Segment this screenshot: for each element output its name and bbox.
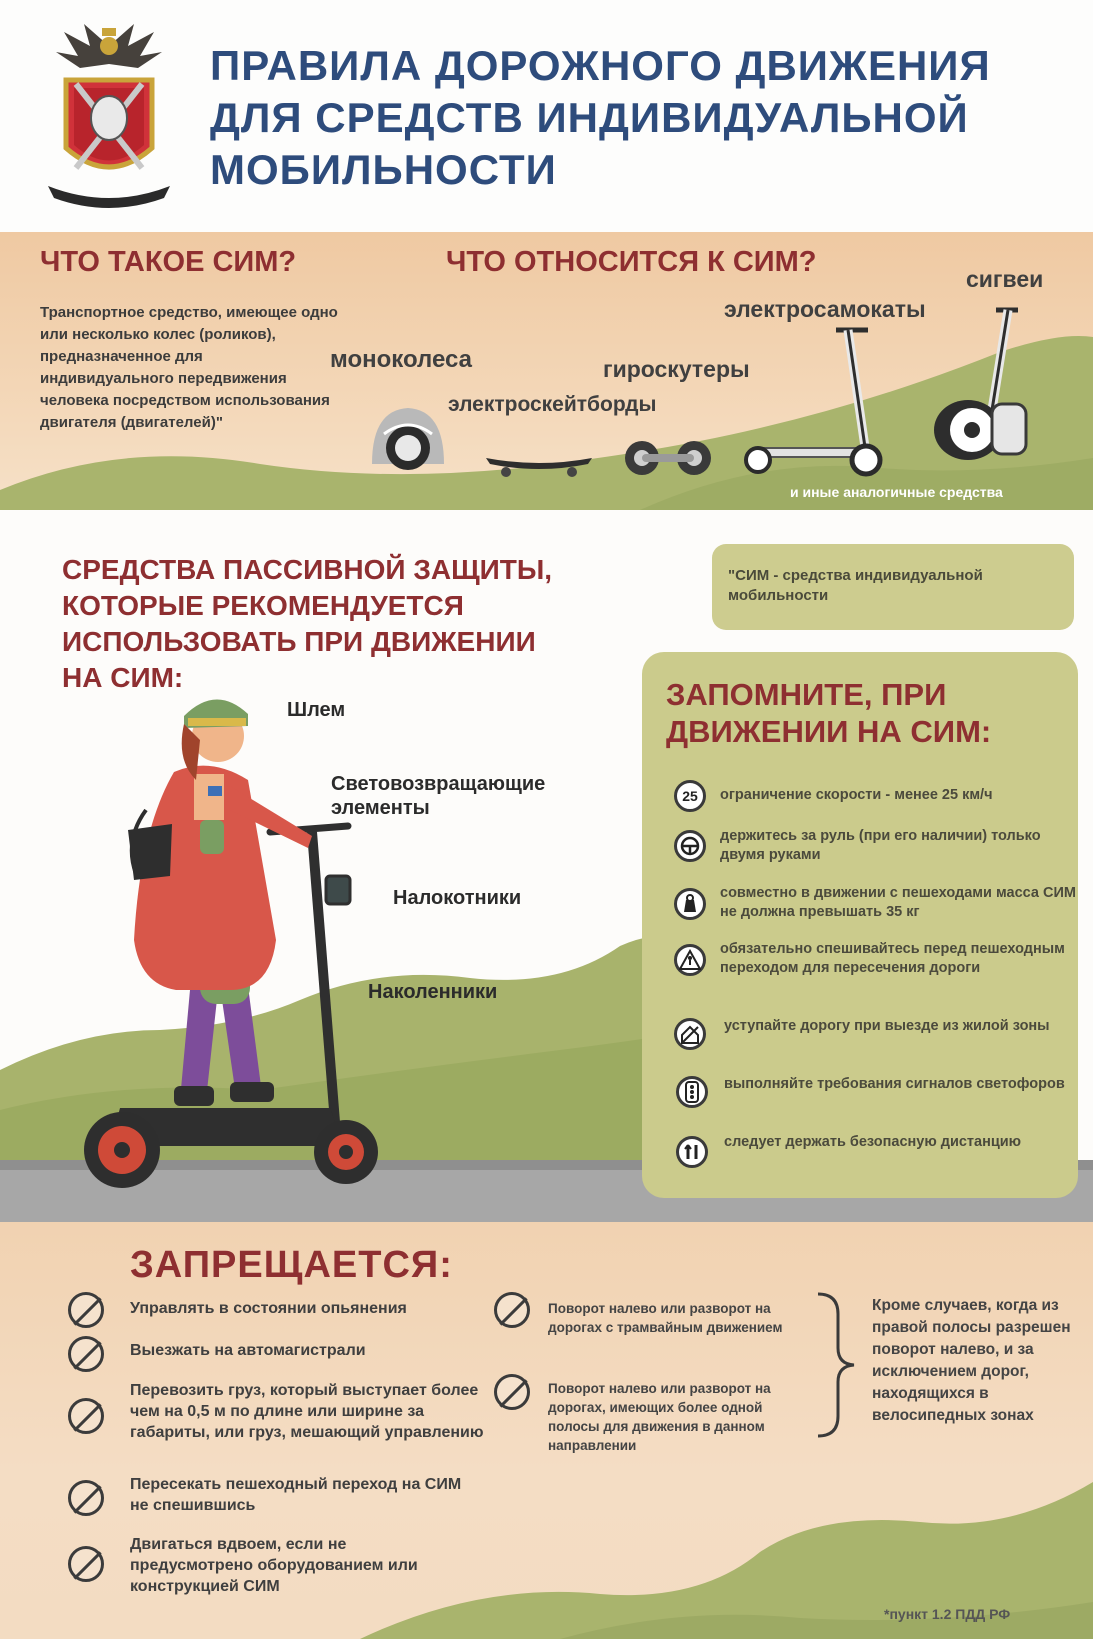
forbidden-title: ЗАПРЕЩАЕТСЯ: [130,1244,453,1286]
weight-icon [674,888,706,920]
monowheel-icon [366,404,450,472]
no-riding-crossing-icon [68,1480,104,1516]
police-emblem-icon [44,18,174,208]
rule-text-5: уступайте дорогу при выезде из жилой зоны [724,1018,1050,1034]
rule-text-1: ограничение скорости - менее 25 км/ч [720,787,993,803]
what-belongs-heading: ЧТО ОТНОСИТСЯ К СИМ? [446,246,817,278]
vehicle-label-escooter: электросамокаты [724,296,926,322]
rule-text-2: держитесь за руль (при его наличии) только двумя руками [720,828,1041,863]
source-note: *пункт 1.2 ПДД РФ [884,1606,1011,1622]
no-highway-icon [68,1336,104,1372]
vehicle-label-gyroscooter: гироскутеры [603,356,750,382]
forbidden-item-6: Поворот налево или разворот на дорогах с трамвайным движением [548,1301,783,1335]
remember-title-line-2: ДВИЖЕНИИ НА СИМ: [666,714,992,749]
protection-item-elbow-pads: Налокотники [393,887,522,909]
no-alcohol-icon [68,1292,104,1328]
rule-text-3: совместно в движении с пешеходами масса СИМ не должна превышать 35 кг [720,885,1076,920]
passive-title-line-4: НА СИМ: [62,662,184,693]
steering-wheel-icon [674,830,706,862]
forbidden-item-3: Перевозить груз, который выступает более чем на 0,5 м по длине или ширине за габариты, или груз, мешающий управлению [130,1382,484,1441]
forbidden-item-1: Управлять в состоянии опьянения [130,1300,407,1317]
protection-item-reflective: Световозвращающие элементы [331,773,546,819]
rule-text-6: выполняйте требования сигналов светофоров [724,1076,1065,1092]
traffic-light-icon [676,1076,708,1108]
forbidden-item-5: Двигаться вдвоем, если не предусмотрено оборудованием или конструкцией СИМ [130,1536,418,1595]
protection-item-helmet: Шлем [287,699,346,721]
speed-limit-icon: 25 [674,780,706,812]
forbidden-item-7: Поворот налево или разворот на дорогах, имеющих более одной полосы для движения в данном направлении [548,1381,771,1453]
passive-protection-title [62,552,662,696]
sim-footnote-text: "СИМ - средства индивидуальной мобильности [728,567,983,604]
sim-definition-text: Транспортное средство, имеющее одно или несколько колес (роликов), предназначенное для индивидуального передвижения человека посредством использования двигателя (двигателей)" [40,304,338,431]
eskateboard-icon [484,450,594,480]
exception-text: Кроме случаев, когда из правой полосы разрешен поворот налево, и за исключением дорог, находящихся в велосипедных зонах [872,1297,1071,1424]
gyroscooter-icon [622,434,714,480]
passive-title-line-2: КОТОРЫЕ РЕКОМЕНДУЕТСЯ [62,590,464,621]
curly-brace-icon [812,1290,858,1440]
other-vehicles-note: и иные аналогичные средства [790,484,1003,500]
residential-zone-icon [674,1018,706,1050]
main-title-line-1: ПРАВИЛА ДОРОЖНОГО ДВИЖЕНИЯ [210,42,991,89]
no-cargo-icon [68,1398,104,1434]
protection-item-knee-pads: Наколенники [368,981,498,1003]
no-left-turn-lanes-icon [494,1374,530,1410]
vehicle-label-monowheel: моноколеса [330,346,472,373]
rule-text-4: обязательно спешивайтесь перед пешеходным переходом для пересечения дороги [720,941,1065,976]
vehicle-label-segway: сигвеи [966,266,1044,292]
no-two-riders-icon [68,1546,104,1582]
forbidden-item-4: Пересекать пешеходный переход на СИМ не спешившись [130,1476,462,1514]
main-title [210,40,1070,196]
passive-title-line-1: СРЕДСТВА ПАССИВНОЙ ЗАЩИТЫ, [62,554,553,585]
remember-title [666,676,1066,750]
segway-icon [926,300,1030,476]
what-is-sim-heading: ЧТО ТАКОЕ СИМ? [40,246,297,278]
pedestrian-crossing-icon [674,944,706,976]
passive-title-line-3: ИСПОЛЬЗОВАТЬ ПРИ ДВИЖЕНИИ [62,626,536,657]
scooter-rider-illustration [80,690,400,1214]
forbidden-item-2: Выезжать на автомагистрали [130,1342,366,1359]
escooter-icon [740,322,886,480]
distance-icon [676,1136,708,1168]
main-title-line-3: МОБИЛЬНОСТИ [210,146,557,193]
no-left-turn-tram-icon [494,1292,530,1328]
vehicle-label-eskateboard: электроскейтборды [448,393,657,416]
remember-title-line-1: ЗАПОМНИТЕ, ПРИ [666,677,947,712]
main-title-line-2: ДЛЯ СРЕДСТВ ИНДИВИДУАЛЬНОЙ [210,94,969,141]
rule-text-7: следует держать безопасную дистанцию [724,1134,1022,1150]
